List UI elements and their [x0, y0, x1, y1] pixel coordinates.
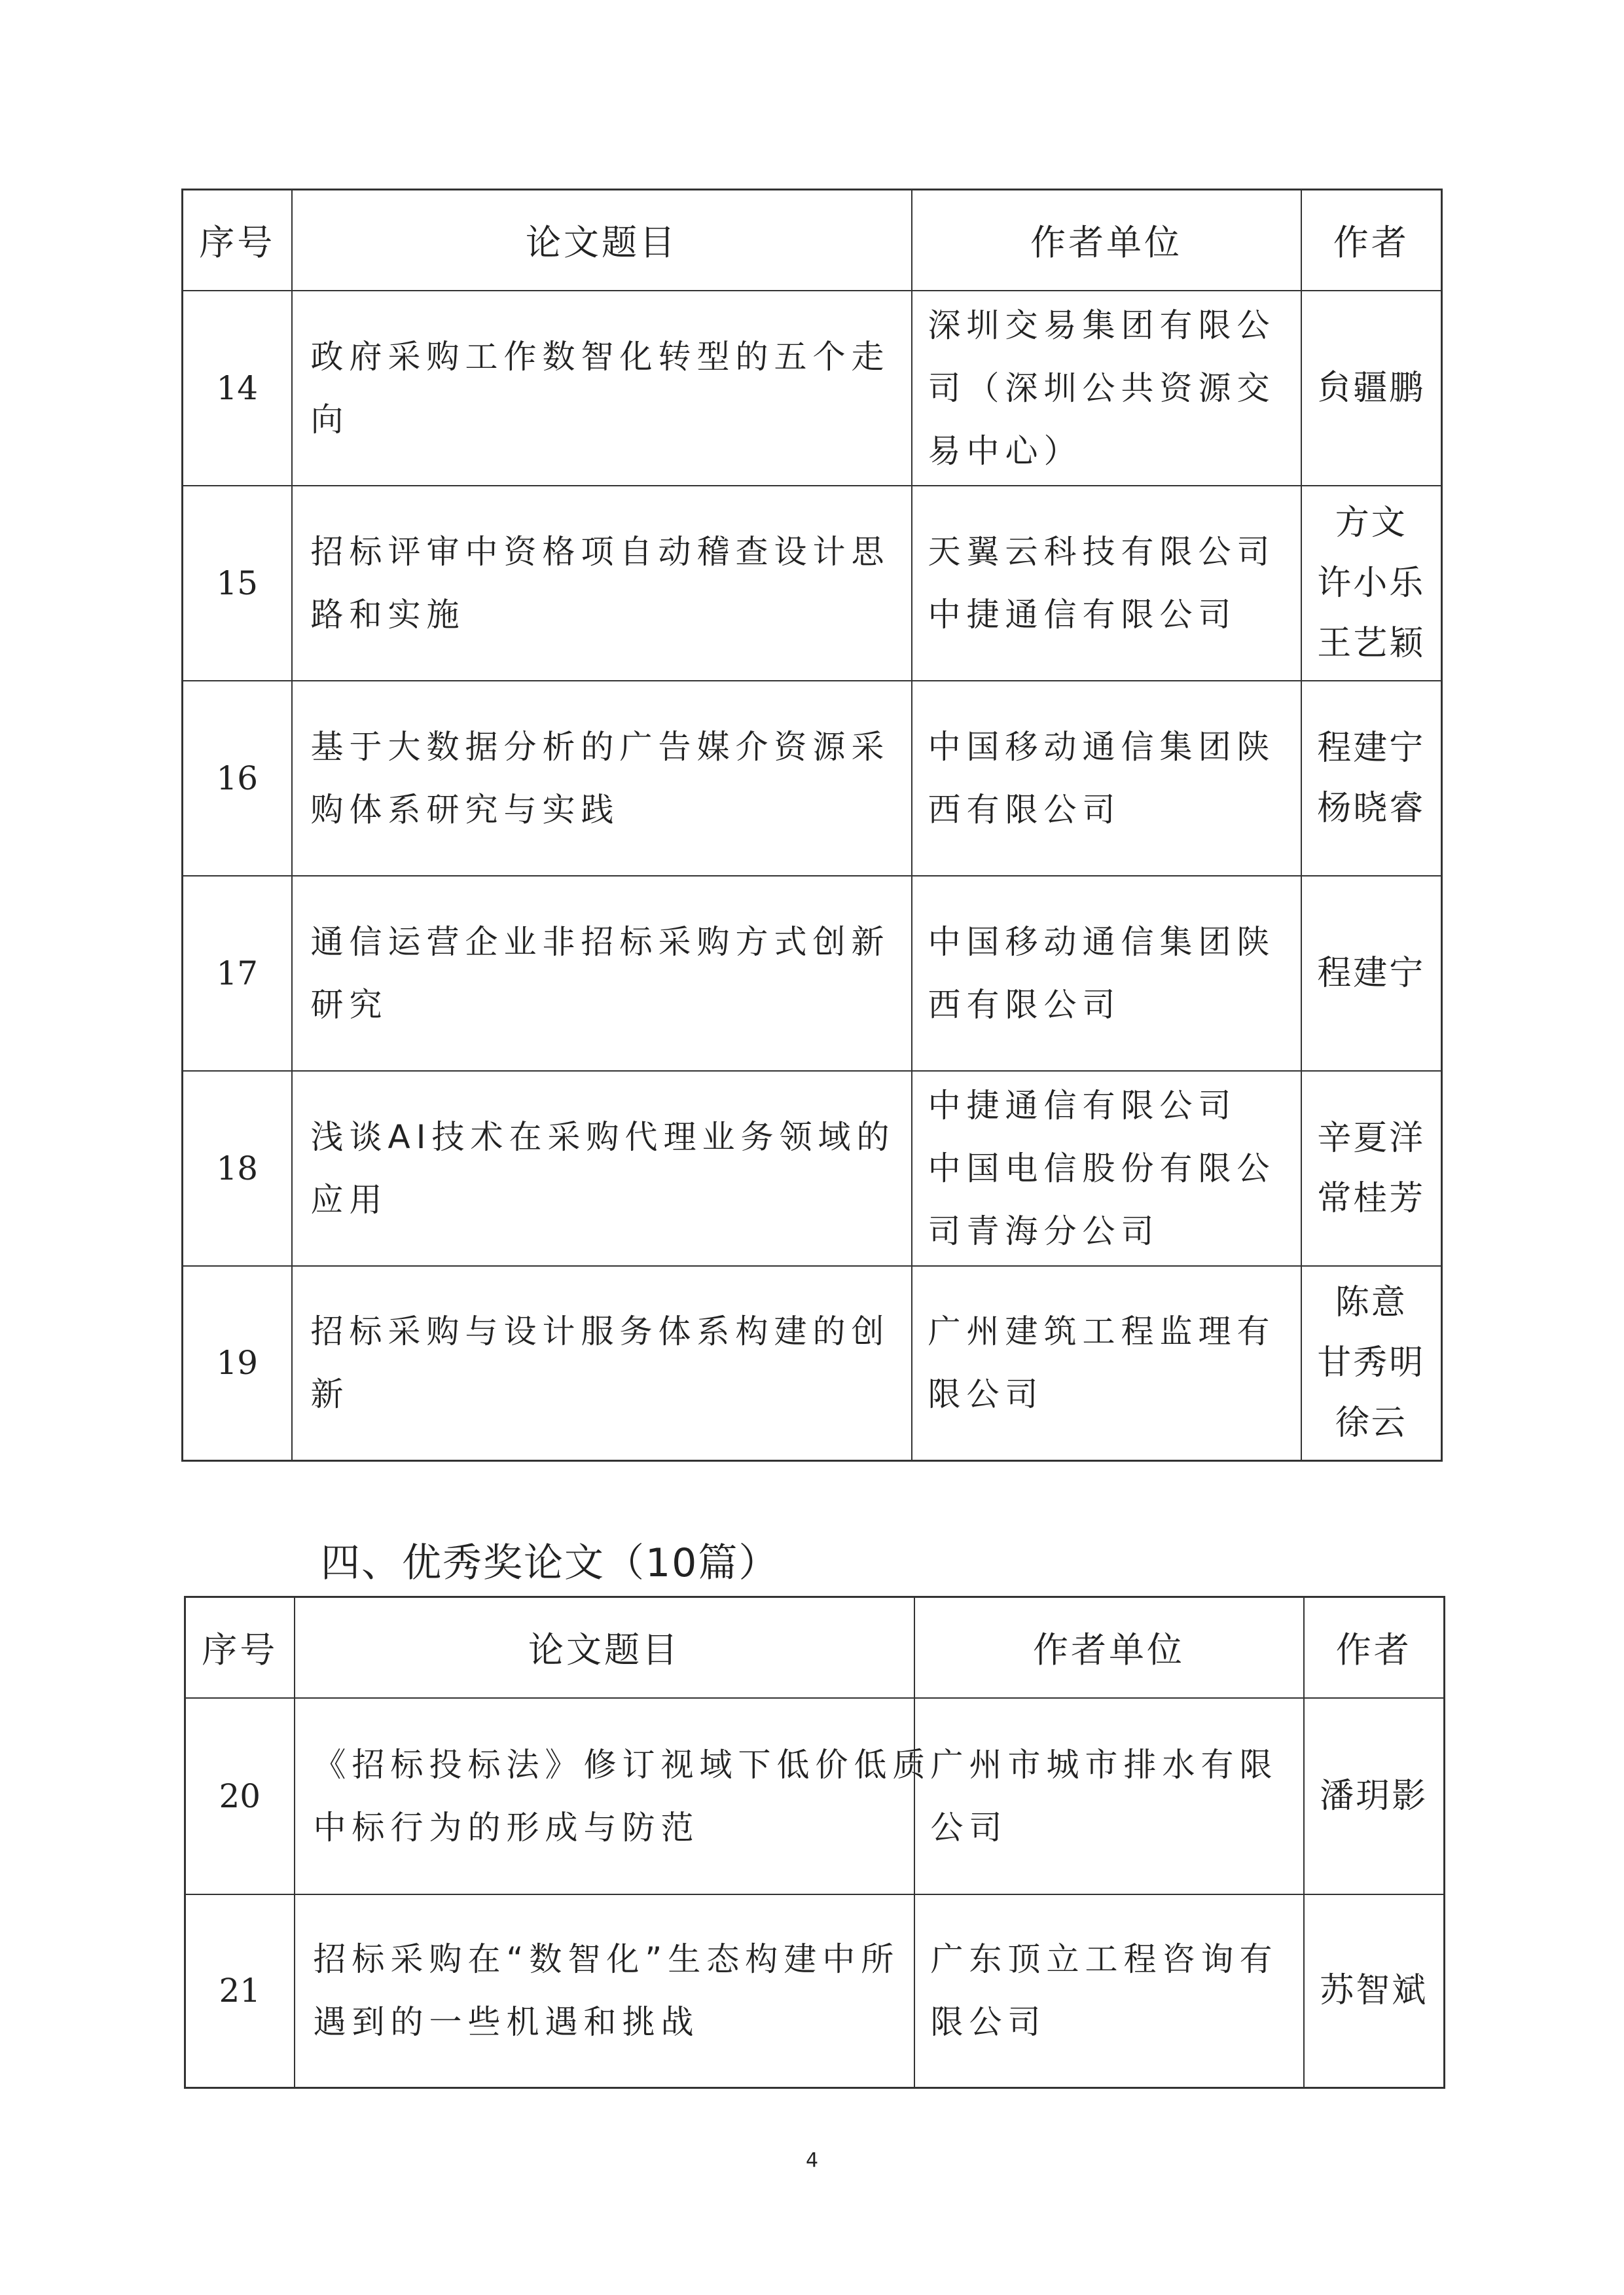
- author-name: 王艺颖: [1317, 623, 1426, 663]
- header-unit: 作者单位: [912, 190, 1301, 291]
- table-row: [183, 486, 1442, 681]
- unit-line: 中捷通信有限公司: [928, 595, 1237, 634]
- row-serial: 14: [183, 291, 292, 486]
- title-line: 新: [310, 1375, 350, 1414]
- papers-table-excellence-award: [184, 1596, 1445, 2089]
- row-title: [292, 876, 912, 1071]
- section-heading: 四、优秀奖论文（10篇）: [321, 1540, 780, 1586]
- title-line: 应用: [310, 1180, 388, 1219]
- author-name: 程建宁: [1317, 953, 1426, 993]
- row-serial: 20: [185, 1698, 295, 1894]
- title-line: 招标采购与设计服务体系构建的创: [310, 1312, 890, 1351]
- unit-line: 司（深圳公共资源交: [928, 369, 1276, 407]
- title-line: 招标评审中资格项自动稽查设计思: [310, 532, 890, 571]
- row-title: [295, 1698, 931, 1894]
- title-line: 浅谈AI技术在采购代理业务领域的: [310, 1117, 895, 1156]
- table-row: [183, 291, 1442, 486]
- table-header-row: [185, 1597, 1445, 1698]
- unit-line: 司青海分公司: [928, 1212, 1160, 1250]
- author-name: 辛夏洋: [1317, 1118, 1426, 1158]
- row-title: [292, 486, 912, 681]
- row-serial: 21: [185, 1894, 295, 2088]
- unit-line: 中国移动通信集团陕: [928, 727, 1276, 766]
- table-row: [183, 1071, 1442, 1266]
- title-line: 遇到的一些机遇和挑战: [313, 2003, 700, 2042]
- title-line: 政府采购工作数智化转型的五个走: [310, 337, 890, 376]
- author-name: 程建宁: [1317, 728, 1426, 768]
- row-serial: 15: [183, 486, 292, 681]
- row-authors: [1301, 1266, 1442, 1461]
- row-serial: 16: [183, 681, 292, 876]
- unit-line: 广州建筑工程监理有: [928, 1312, 1276, 1351]
- table-row: [185, 1894, 1445, 2088]
- row-authors: [1301, 876, 1442, 1071]
- row-title: [292, 1266, 912, 1461]
- author-name: 徐云: [1335, 1403, 1407, 1443]
- table-row: [185, 1698, 1445, 1894]
- title-line: 研究: [310, 985, 388, 1024]
- row-serial: 17: [183, 876, 292, 1071]
- unit-line: 天翼云科技有限公司: [928, 532, 1276, 571]
- author-name: 甘秀明: [1317, 1343, 1426, 1383]
- unit-line: 公司: [930, 1808, 1008, 1847]
- row-authors: [1304, 1698, 1445, 1894]
- row-title: [292, 291, 912, 486]
- table-header-row: [183, 190, 1442, 291]
- header-title: 论文题目: [295, 1597, 914, 1698]
- author-name: 潘玥影: [1320, 1776, 1428, 1816]
- author-name: 许小乐: [1317, 563, 1426, 603]
- unit-line: 广东顶立工程咨询有: [930, 1940, 1278, 1979]
- author-name: 陈意: [1335, 1283, 1407, 1323]
- table-row: [183, 681, 1442, 876]
- row-authors: [1301, 1071, 1442, 1266]
- header-author: 作者: [1301, 190, 1442, 291]
- author-name: 贠疆鹏: [1317, 368, 1426, 408]
- unit-line: 中国电信股份有限公: [928, 1149, 1276, 1187]
- row-unit: [912, 1266, 1301, 1461]
- row-authors: [1301, 486, 1442, 681]
- row-serial: 18: [183, 1071, 292, 1266]
- unit-line: 深圳交易集团有限公: [928, 306, 1276, 344]
- unit-line: 中国移动通信集团陕: [928, 922, 1276, 961]
- table-row: [183, 1266, 1442, 1461]
- author-name: 常桂芳: [1317, 1178, 1426, 1218]
- row-unit: [912, 486, 1301, 681]
- unit-line: 易中心）: [928, 431, 1083, 470]
- page-number: 4: [805, 2149, 819, 2172]
- header-author: 作者: [1304, 1597, 1445, 1698]
- author-name: 方文: [1335, 503, 1407, 543]
- title-line: 路和实施: [310, 595, 465, 634]
- header-title: 论文题目: [292, 190, 912, 291]
- title-line: 向: [310, 400, 350, 439]
- row-title: [292, 1071, 912, 1266]
- row-unit: [912, 681, 1301, 876]
- unit-line: 中捷通信有限公司: [928, 1086, 1237, 1125]
- unit-line: 限公司: [928, 1375, 1044, 1414]
- row-unit: [914, 1894, 1304, 2088]
- title-line: 《招标投标法》修订视域下低价低质: [313, 1745, 931, 1784]
- header-serial: 序号: [183, 190, 292, 291]
- table-row: [183, 876, 1442, 1071]
- unit-line: 广州市城市排水有限: [930, 1745, 1278, 1784]
- row-authors: [1304, 1894, 1445, 2088]
- row-title: [295, 1894, 914, 2088]
- title-line: 通信运营企业非招标采购方式创新: [310, 922, 890, 961]
- row-authors: [1301, 681, 1442, 876]
- row-unit: [912, 1071, 1301, 1266]
- row-title: [292, 681, 912, 876]
- unit-line: 西有限公司: [928, 985, 1121, 1024]
- papers-table-first-prize: [181, 189, 1443, 1462]
- title-line: 中标行为的形成与防范: [313, 1808, 700, 1847]
- unit-line: 西有限公司: [928, 790, 1121, 829]
- title-line: 招标采购在“数智化”生态构建中所: [313, 1940, 900, 1979]
- title-line: 基于大数据分析的广告媒介资源采: [310, 727, 890, 766]
- row-authors: [1301, 291, 1442, 486]
- row-serial: 19: [183, 1266, 292, 1461]
- author-name: 杨晓睿: [1317, 788, 1426, 828]
- unit-line: 限公司: [930, 2003, 1047, 2042]
- row-unit: [912, 291, 1301, 486]
- row-unit: [912, 876, 1301, 1071]
- title-line: 购体系研究与实践: [310, 790, 620, 829]
- author-name: 苏智斌: [1320, 1971, 1428, 2011]
- row-unit: [914, 1698, 1304, 1894]
- header-serial: 序号: [185, 1597, 295, 1698]
- header-unit: 作者单位: [914, 1597, 1304, 1698]
